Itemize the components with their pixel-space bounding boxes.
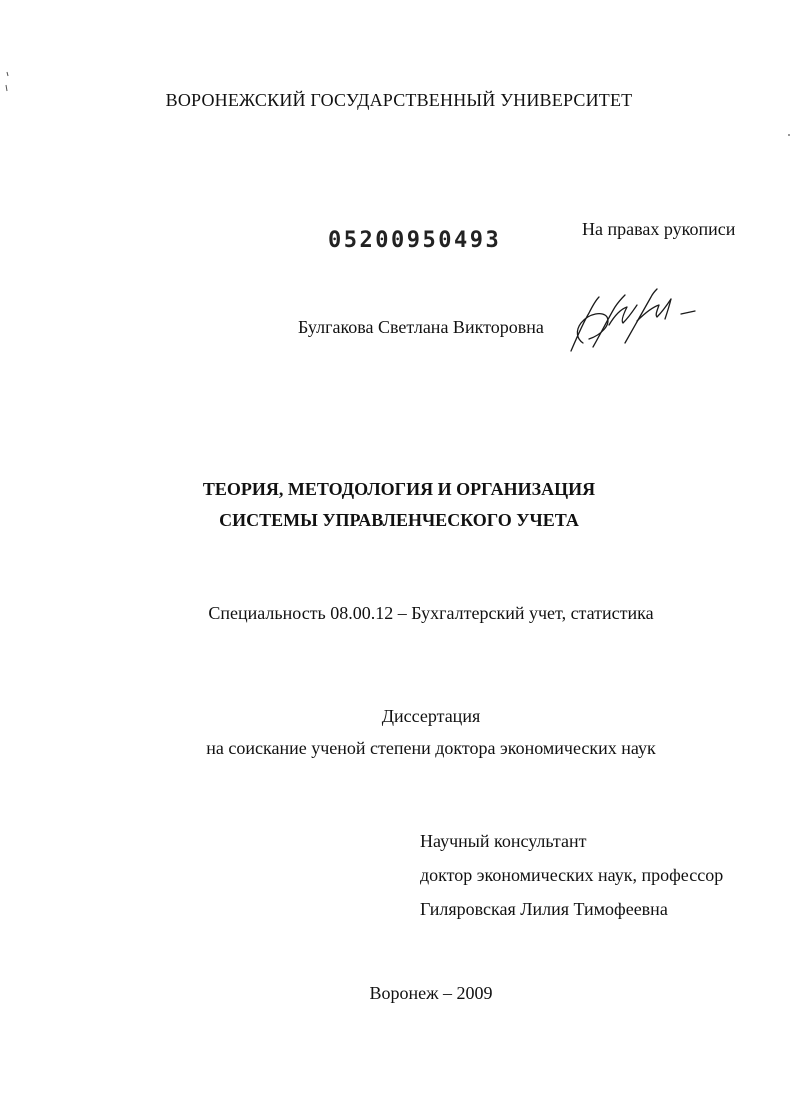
specialty: Специальность 08.00.12 – Бухгалтерский учет, статистика [208, 603, 654, 623]
dissertation-line: на соискание ученой степени доктора экономических наук [206, 738, 656, 758]
dissertation-line: Диссертация [381, 706, 481, 726]
title-line: ТЕОРИЯ, МЕТОДОЛОГИЯ И ОРГАНИЗАЦИЯ [202, 479, 596, 499]
dissertation-title [0, 474, 798, 536]
rights-note: На правах рукописи [582, 219, 736, 239]
consultant-line: Научный консультант [420, 831, 587, 851]
dissertation-degree [0, 700, 798, 764]
city-year: Воронеж – 2009 [369, 983, 493, 1003]
scientific-consultant [420, 824, 723, 926]
university-name: ВОРОНЕЖСКИЙ ГОСУДАРСТВЕННЫЙ УНИВЕРСИТЕТ [165, 90, 633, 110]
consultant-line: Гиляровская Лилия Тимофеевна [420, 899, 668, 919]
signature-icon [563, 285, 703, 357]
author-name: Булгакова Светлана Викторовна [298, 317, 544, 337]
edge-mark [786, 125, 792, 131]
title-line: СИСТЕМЫ УПРАВЛЕНЧЕСКОГО УЧЕТА [219, 510, 579, 530]
consultant-line: доктор экономических наук, профессор [420, 865, 724, 885]
document-number: 05200950493 [328, 228, 502, 253]
